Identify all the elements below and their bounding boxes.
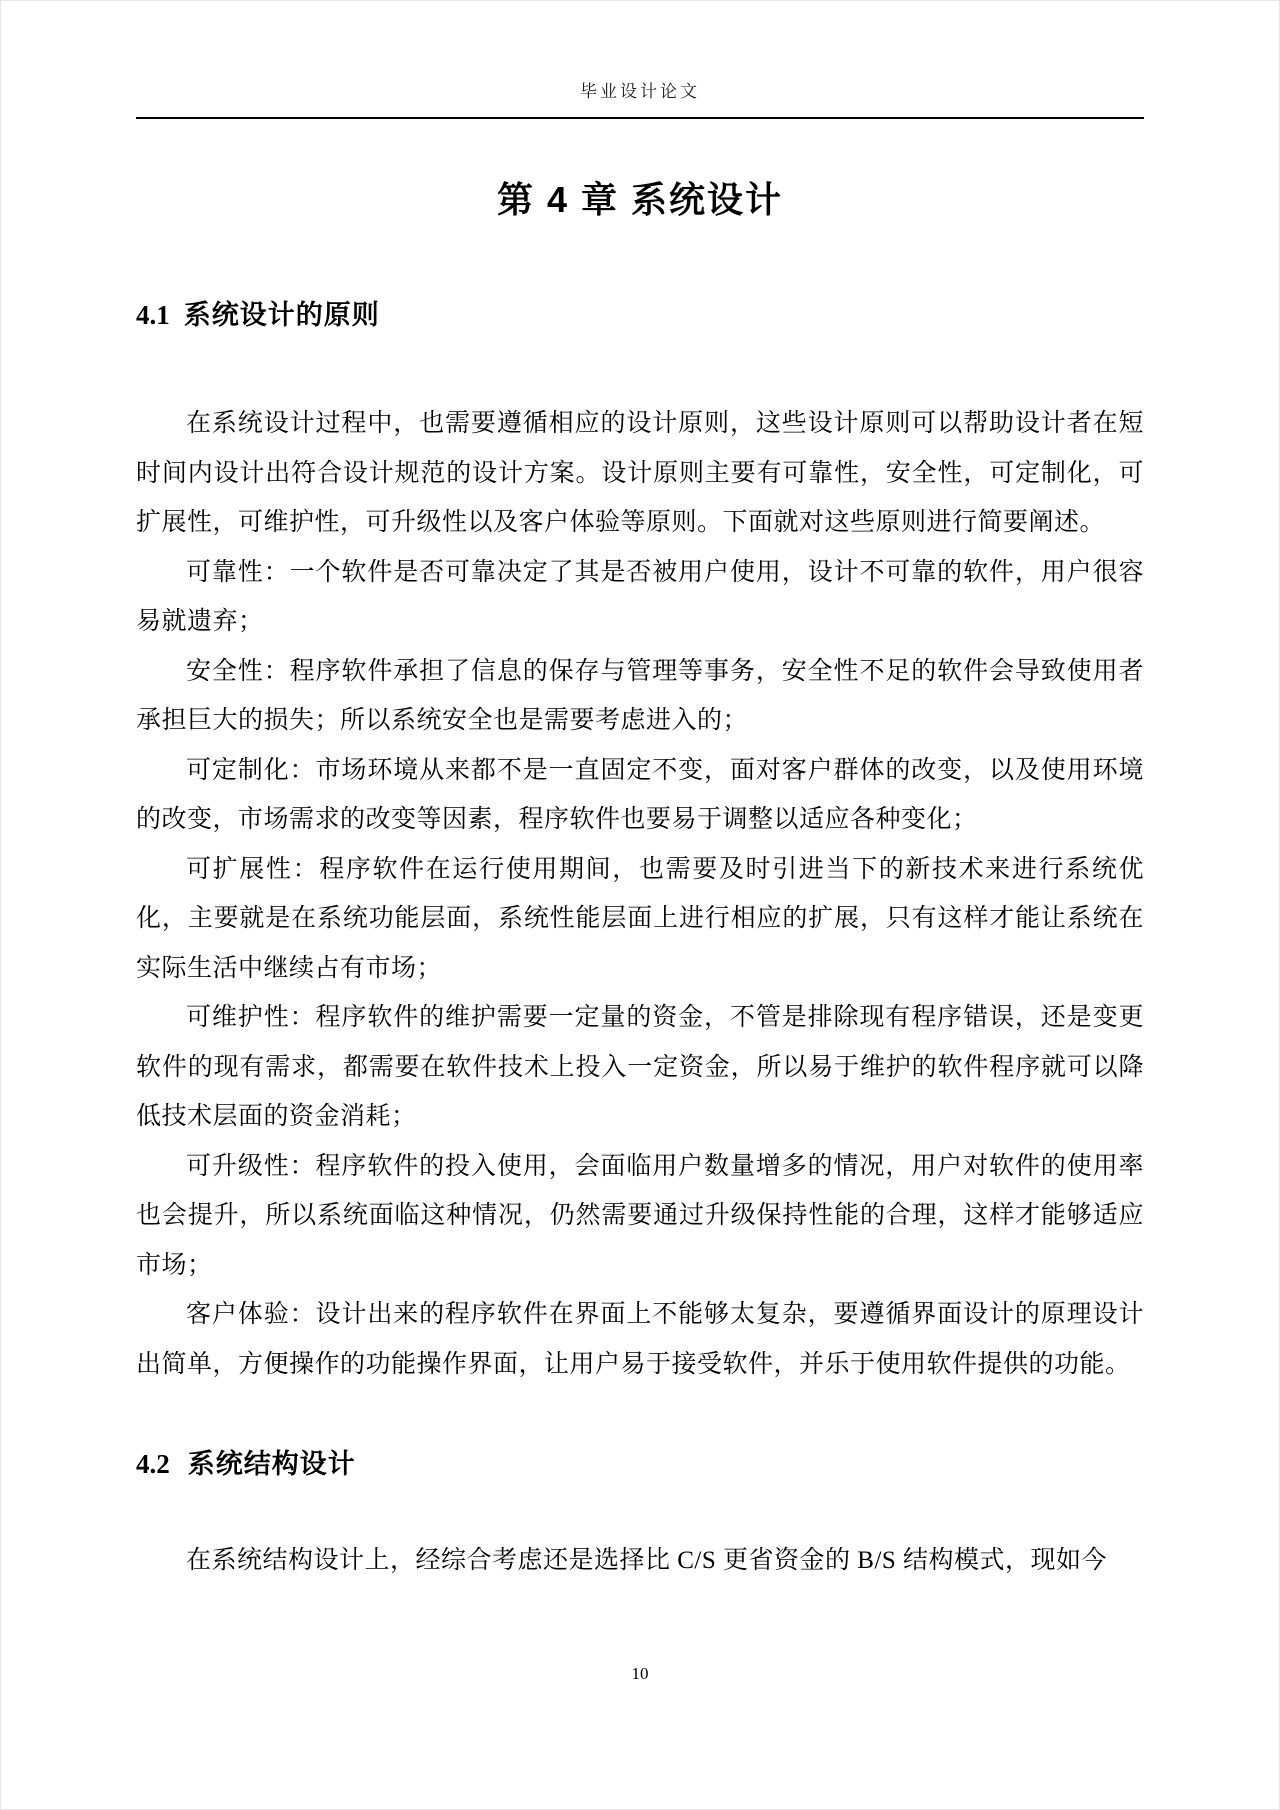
section-title: 系统结构设计: [187, 1449, 356, 1479]
chapter-title: 第 4 章 系统设计: [496, 179, 784, 220]
section-4-2-body: [136, 1536, 1144, 1586]
section-title: 系统设计的原则: [183, 300, 380, 330]
paragraph: 可定制化：市场环境从来都不是一直固定不变，面对客户群体的改变，以及使用环境的改变，市场需求的改变等因素，程序软件也要易于调整以适应各种变化；: [136, 756, 1144, 833]
paragraph: 在系统设计过程中，也需要遵循相应的设计原则，这些设计原则可以帮助设计者在短时间内设计出符合设计规范的设计方案。设计原则主要有可靠性，安全性，可定制化，可扩展性，可维护性，可升级性以及客户体验等原则。下面就对这些原则进行简要阐述。: [136, 410, 1144, 536]
section-number: 4.2: [136, 1449, 170, 1479]
page-header: [136, 1, 1144, 119]
paragraph: 可升级性：程序软件的投入使用，会面临用户数量增多的情况，用户对软件的使用率也会提升，所以系统面临这种情况，仍然需要通过升级保持性能的合理，这样才能够适应市场；: [136, 1152, 1144, 1279]
paragraph: 可靠性：一个软件是否可靠决定了其是否被用户使用，设计不可靠的软件，用户很容易就遗弃；: [136, 558, 1144, 635]
paragraph: 客户体验：设计出来的程序软件在界面上不能够太复杂，要遵循界面设计的原理设计出简单，方便操作的功能操作界面，让用户易于接受软件，并乐于使用软件提供的功能。: [136, 1301, 1144, 1378]
paragraph: 安全性：程序软件承担了信息的保存与管理等事务，安全性不足的软件会导致使用者承担巨大的损失；所以系统安全也是需要考虑进入的；: [136, 657, 1144, 734]
paragraph: 可维护性：程序软件的维护需要一定量的资金，不管是排除现有程序错误，还是变更软件的现有需求，都需要在软件技术上投入一定资金，所以易于维护的软件程序就可以降低技术层面的资金消耗；: [136, 1004, 1144, 1130]
section-heading-4-2: [136, 1444, 1144, 1484]
paragraph: 可扩展性：程序软件在运行使用期间，也需要及时引进当下的新技术来进行系统优化，主要就是在系统功能层面，系统性能层面上进行相应的扩展，只有这样才能让系统在实际生活中继续占有市场；: [136, 855, 1144, 982]
paragraph: 在系统结构设计上，经综合考虑还是选择比 C/S 更省资金的 B/S 结构模式，现如今: [186, 1547, 1108, 1574]
page-number: 10: [631, 1664, 649, 1683]
section-4-1-body: [136, 399, 1144, 1389]
page-header-title: 毕业设计论文: [580, 82, 700, 101]
section-number: 4.1: [136, 300, 170, 330]
section-heading-4-1: [136, 295, 1144, 335]
